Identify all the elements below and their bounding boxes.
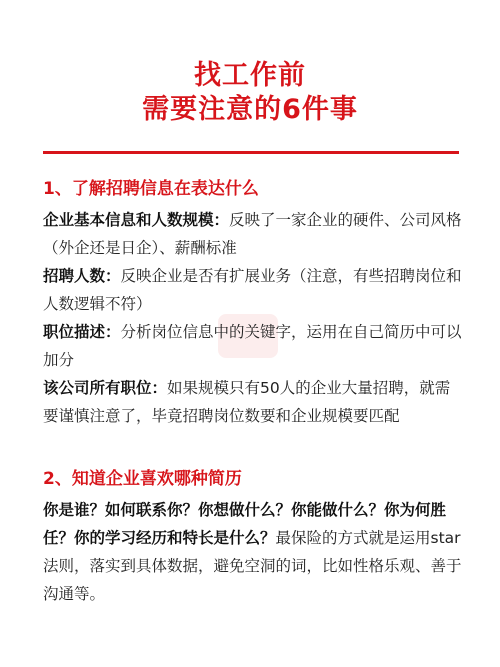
section-2-heading: 2、知道企业喜欢哪种简历 bbox=[43, 469, 242, 489]
item-label: 职位描述： bbox=[43, 323, 121, 341]
item-label: 该公司所有职位： bbox=[43, 379, 168, 397]
section-2-text: 最保险的方式就是运用star法则，落实到具体数据，避免空洞的词，比如性格乐观、善于沟通等。 bbox=[43, 529, 462, 603]
section-2-label: 你是谁？如何联系你？你想做什么？你能做什么？你为何胜任？你的学习经历和特长是什么？ bbox=[43, 501, 447, 547]
section-1-heading: 1、了解招聘信息在表达什么 bbox=[43, 179, 259, 199]
title-divider bbox=[43, 151, 459, 154]
item-text: 分析岗位信息中的关键字，运用在自己简历中可以加分 bbox=[43, 323, 462, 369]
item-label: 招聘人数： bbox=[43, 267, 121, 285]
item-text: 反映企业是否有扩展业务（注意，有些招聘岗位和人数逻辑不符） bbox=[43, 267, 462, 313]
section-1-item-headcount bbox=[43, 262, 463, 318]
title-line-1: 找工作前 bbox=[194, 60, 306, 91]
item-text: 反映了一家企业的硬件、公司风格（外企还是日企）、薪酬标准 bbox=[43, 211, 462, 257]
item-text: 如果规模只有50人的企业大量招聘，就需要谨慎注意了，毕竟招聘岗位数要和企业规模要匹配 bbox=[43, 379, 451, 425]
section-2 bbox=[43, 468, 463, 608]
title-line-2: 需要注意的6件事 bbox=[142, 94, 358, 125]
item-label: 企业基本信息和人数规模： bbox=[43, 211, 230, 229]
section-1-item-all-positions bbox=[43, 374, 463, 430]
section-1-item-job-description bbox=[43, 318, 463, 374]
section-2-paragraph bbox=[43, 496, 463, 608]
section-1 bbox=[43, 178, 463, 430]
section-1-item-company-info bbox=[43, 206, 463, 262]
